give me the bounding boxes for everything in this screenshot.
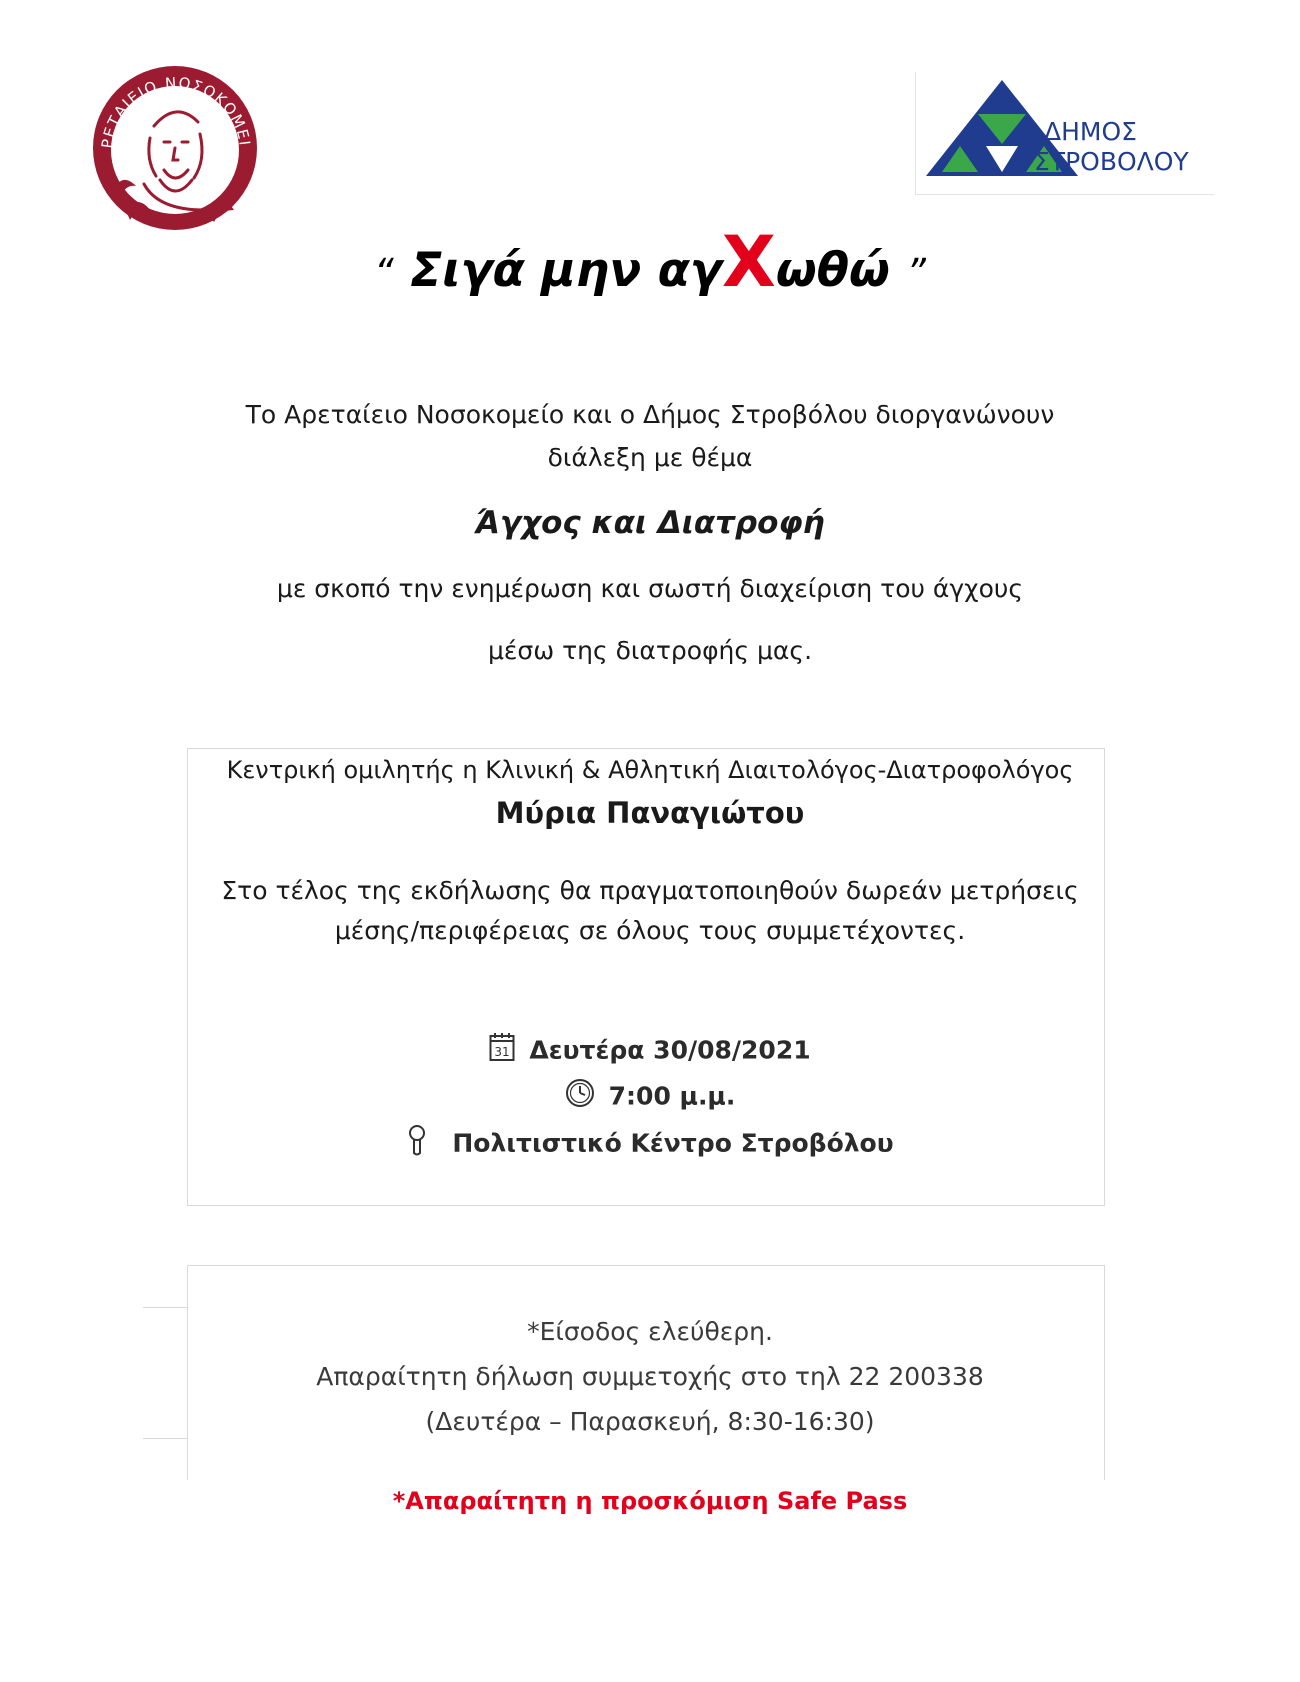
title-part-2: ωθώ xyxy=(775,243,907,298)
title-part-1: Σιγά μην αγ xyxy=(393,243,722,298)
registration-phone-note: Απαραίτητη δήλωση συμμετοχής στο τηλ 22 200338 xyxy=(316,1362,984,1391)
free-entry-note: *Είσοδος ελεύθερη. xyxy=(527,1317,773,1346)
event-date-row xyxy=(0,1032,1300,1071)
hospital-logo xyxy=(84,60,266,232)
measurement-note-line-2: μέσης/περιφέρειας σε όλους τους συμμετέχοντες. xyxy=(334,916,966,945)
event-venue: Πολιτιστικό Κέντρο Στροβόλου xyxy=(452,1128,894,1158)
municipality-name-line-1: ΔΗΜΟΣ xyxy=(1044,117,1137,146)
hospital-seal-icon xyxy=(84,60,266,232)
title-open-quote: “ xyxy=(374,251,394,295)
purpose-line-2: μέσω της διατροφής μας. xyxy=(487,636,813,665)
title-highlight-letter: Χ xyxy=(721,221,776,303)
lecture-topic: Άγχος και Διατροφή xyxy=(475,505,825,541)
intro-line-1: Το Αρεταίειο Νοσοκομείο και ο Δήμος Στροβόλου διοργανώνουν xyxy=(245,400,1055,429)
measurement-note-line-1: Στο τέλος της εκδήλωσης θα πραγματοποιηθούν δωρεάν μετρήσεις xyxy=(221,876,1079,905)
event-time-row xyxy=(0,1078,1300,1117)
calendar-icon xyxy=(489,1032,515,1071)
title-close-quote: ” xyxy=(906,251,926,295)
event-title xyxy=(0,222,1300,313)
event-date: Δευτέρα 30/08/2021 xyxy=(529,1035,811,1065)
municipality-triangle-icon xyxy=(916,72,1214,194)
seal-text: ΡΕΤΑΙΕΙΟ ΝΟΣΟΚΟΜΕΙ xyxy=(97,73,254,150)
registration-hours: (Δευτέρα – Παρασκευή, 8:30-16:30) xyxy=(425,1407,875,1436)
speaker-name: Μύρια Παναγιώτου xyxy=(495,796,805,830)
intro-line-2: διάλεξη με θέμα xyxy=(547,443,753,472)
safe-pass-notice: *Απαραίτητη η προσκόμιση Safe Pass xyxy=(392,1487,908,1515)
municipality-logo xyxy=(915,72,1214,195)
event-venue-row xyxy=(0,1124,1300,1165)
event-time: 7:00 μ.μ. xyxy=(608,1081,736,1111)
municipality-name-line-2: ΣΤΡΟΒΟΛΟΥ xyxy=(1034,147,1189,176)
map-pin-icon xyxy=(406,1124,428,1165)
speaker-role: Κεντρική ομιλητής η Κλινική & Αθλητική Διαιτολόγος-Διατροφολόγος xyxy=(226,756,1074,784)
clock-icon xyxy=(565,1078,595,1117)
purpose-line-1: με σκοπό την ενημέρωση και σωστή διαχείριση του άγχους xyxy=(276,574,1024,603)
calendar-day: 31 xyxy=(494,1045,511,1059)
